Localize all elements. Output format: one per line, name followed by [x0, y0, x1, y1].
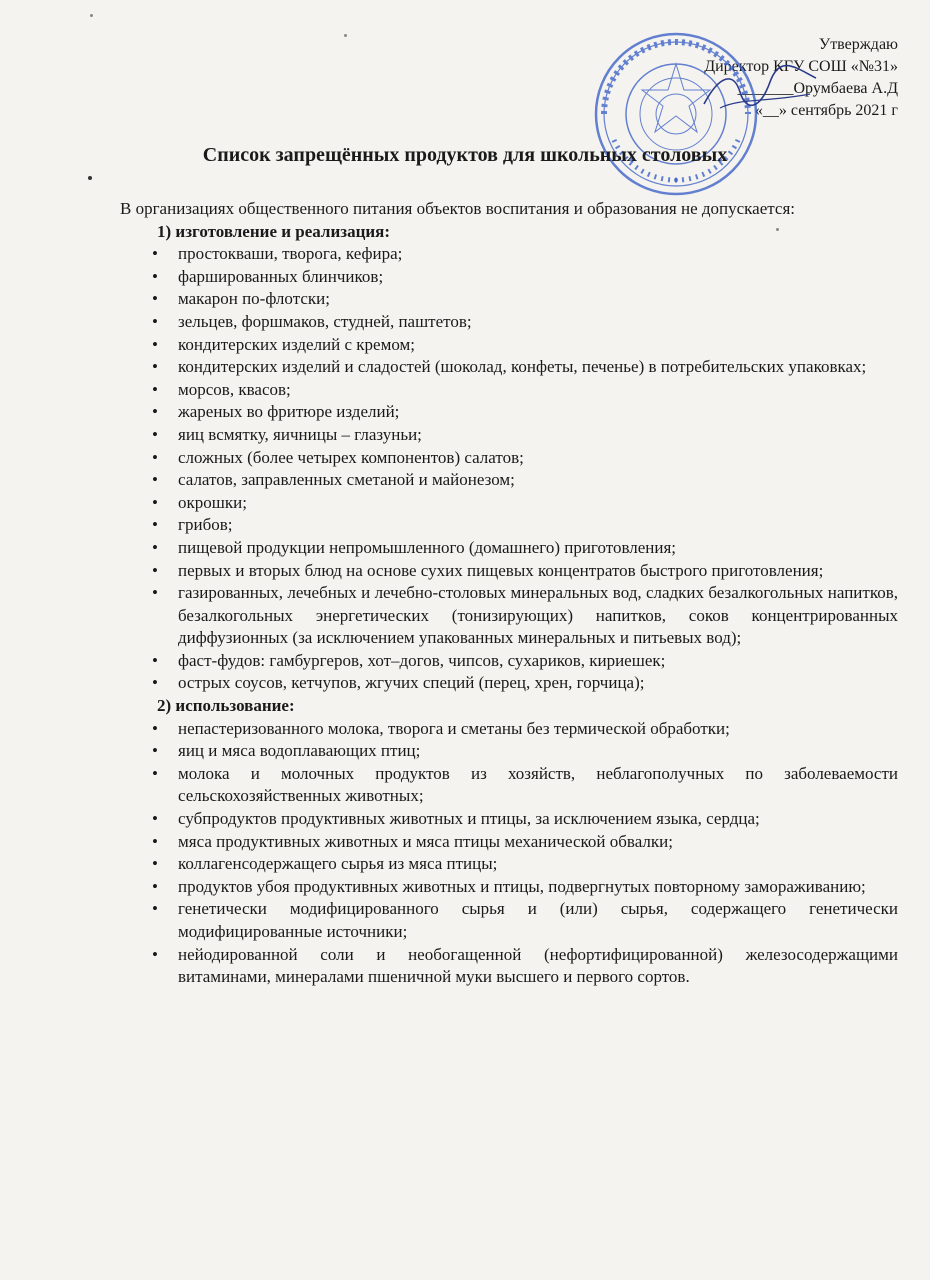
list-item: • острых соусов, кетчупов, жгучих специй (перец, хрен, горчица); [178, 672, 898, 695]
list-item: • фаст-фудов: гамбургеров, хот–догов, чипсов, сухариков, кириешек; [178, 650, 898, 673]
page-title: Список запрещённых продуктов для школьных столовых [202, 144, 728, 166]
list-item: • жареных во фритюре изделий; [178, 401, 898, 424]
approval-line: _______Орумбаева А.Д [737, 80, 898, 97]
list-item: • салатов, заправленных сметаной и майонезом; [178, 469, 898, 492]
list-item: • непастеризованного молока, творога и сметаны без термической обработки; [178, 718, 898, 741]
approval-line: Утверждаю [818, 36, 898, 53]
list-item: • кондитерских изделий с кремом; [178, 334, 898, 357]
list-item: • нейодированной соли и необогащенной (нефортифицированной) железосодержащими витаминами, минералами пшеничной муки высшего и первого сортов. [178, 944, 898, 989]
list-item: • газированных, лечебных и лечебно-столовых минеральных вод, сладких безалкогольных напитков, безалкогольных энергетических (тонизирующих) напитков, соков концентрированных диффузионных (за исключением упакованных минеральных и питьевых вод); [178, 582, 898, 650]
stray-dot [88, 176, 92, 180]
section-list [120, 243, 898, 695]
list-item: • мяса продуктивных животных и мяса птицы механической обвалки; [178, 831, 898, 854]
document-body [120, 198, 898, 989]
section-list [120, 718, 898, 989]
section-heading: 1) изготовление и реализация: [157, 221, 391, 241]
paper-speck [90, 14, 93, 17]
list-item: • макарон по-флотски; [178, 288, 898, 311]
paper-speck [344, 34, 347, 37]
approval-line: «__» сентябрь 2021 г [754, 102, 898, 119]
list-item: • молока и молочных продуктов из хозяйств, неблагополучных по заболеваемости сельскохозяйственных животных; [178, 763, 898, 808]
signature-icon [700, 64, 820, 114]
list-item: • яиц и мяса водоплавающих птиц; [178, 740, 898, 763]
official-stamp-icon [592, 30, 760, 198]
list-item: • грибов; [178, 514, 898, 537]
list-item: • фаршированных блинчиков; [178, 266, 898, 289]
list-item: • продуктов убоя продуктивных животных и птицы, подвергнутых повторному замораживанию; [178, 876, 898, 899]
list-item: • морсов, квасов; [178, 379, 898, 402]
list-item: • субпродуктов продуктивных животных и птицы, за исключением языка, сердца; [178, 808, 898, 831]
list-item: • кондитерских изделий и сладостей (шоколад, конфеты, печенье) в потребительских упаковках; [178, 356, 898, 379]
list-item: • первых и вторых блюд на основе сухих пищевых концентратов быстрого приготовления; [178, 560, 898, 583]
approval-line: Директор КГУ СОШ «№31» [704, 58, 898, 75]
intro-paragraph: В организациях общественного питания объектов воспитания и образования не допускается: [120, 199, 795, 218]
list-item: • генетически модифицированного сырья и (или) сырья, содержащего генетически модифицированные источники; [178, 898, 898, 943]
list-item: • простокваши, творога, кефира; [178, 243, 898, 266]
section-heading: 2) использование: [157, 696, 295, 716]
list-item: • яиц всмятку, яичницы – глазуньи; [178, 424, 898, 447]
list-item: • зельцев, форшмаков, студней, паштетов; [178, 311, 898, 334]
list-item: • пищевой продукции непромышленного (домашнего) приготовления; [178, 537, 898, 560]
list-item: • сложных (более четырех компонентов) салатов; [178, 447, 898, 470]
list-item: • окрошки; [178, 492, 898, 515]
list-item: • коллагенсодержащего сырья из мяса птицы; [178, 853, 898, 876]
